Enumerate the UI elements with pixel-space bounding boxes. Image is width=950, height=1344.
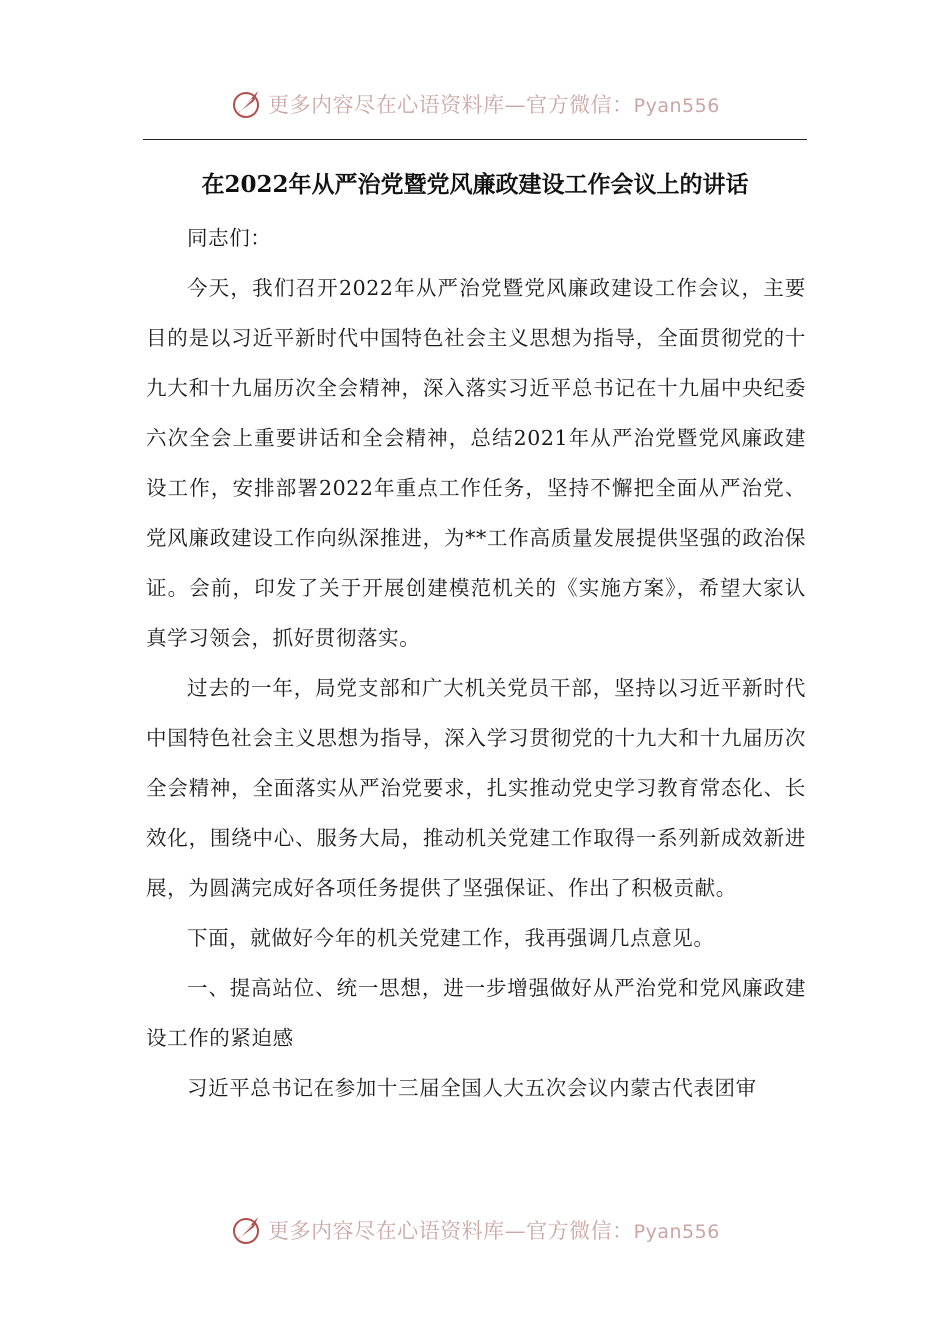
paragraph: 下面，就做好今年的机关党建工作，我再强调几点意见。 xyxy=(187,926,715,950)
paragraph: 习近平总书记在参加十三届全国人大五次会议内蒙古代表团审 xyxy=(187,1076,757,1100)
document-body xyxy=(146,213,806,1113)
quill-logo-icon xyxy=(230,1213,264,1247)
section-heading: 一、提高站位、统一思想，进一步增强做好从严治党和党风廉政建设工作的紧迫感 xyxy=(146,976,806,1050)
paragraph: 过去的一年，局党支部和广大机关党员干部，坚持以习近平新时代中国特色社会主义思想为指导，深入学习贯彻党的十九大和十九届历次全会精神，全面落实从严治党要求，扎实推动党史学习教育常态化、长效化，围绕中心、服务大局，推动机关党建工作取得一系列新成效新进展，为圆满完成好各项任务提供了坚强保证、作出了积极贡献。 xyxy=(146,676,806,900)
header-banner xyxy=(0,84,950,124)
header-wechat-id: Pyan556 xyxy=(633,95,720,117)
document-title: 在2022年从严治党暨党风廉政建设工作会议上的讲话 xyxy=(201,171,749,198)
paragraph: 今天，我们召开2022年从严治党暨党风廉政建设工作会议，主要目的是以习近平新时代中国特色社会主义思想为指导，全面贯彻党的十九大和十九届历次全会精神，深入落实习近平总书记在十九届中央纪委六次全会上重要讲话和全会精神，总结2021年从严治党暨党风廉政建设工作，安排部署2022年重点工作任务，坚持不懈把全面从严治党、党风廉政建设工作向纵深推进，为**工作高质量发展提供坚强的政治保证。会前，印发了关于开展创建模范机关的《实施方案》，希望大家认真学习领会，抓好贯彻落实。 xyxy=(146,276,806,650)
footer-banner xyxy=(0,1210,950,1250)
greeting: 同志们： xyxy=(187,226,272,250)
header-divider xyxy=(143,139,807,140)
header-banner-text: 更多内容尽在心语资料库—官方微信：Pyan556 xyxy=(268,93,720,117)
footer-banner-text: 更多内容尽在心语资料库—官方微信：Pyan556 xyxy=(268,1219,720,1243)
footer-wechat-id: Pyan556 xyxy=(633,1221,720,1243)
quill-logo-icon xyxy=(230,87,264,121)
